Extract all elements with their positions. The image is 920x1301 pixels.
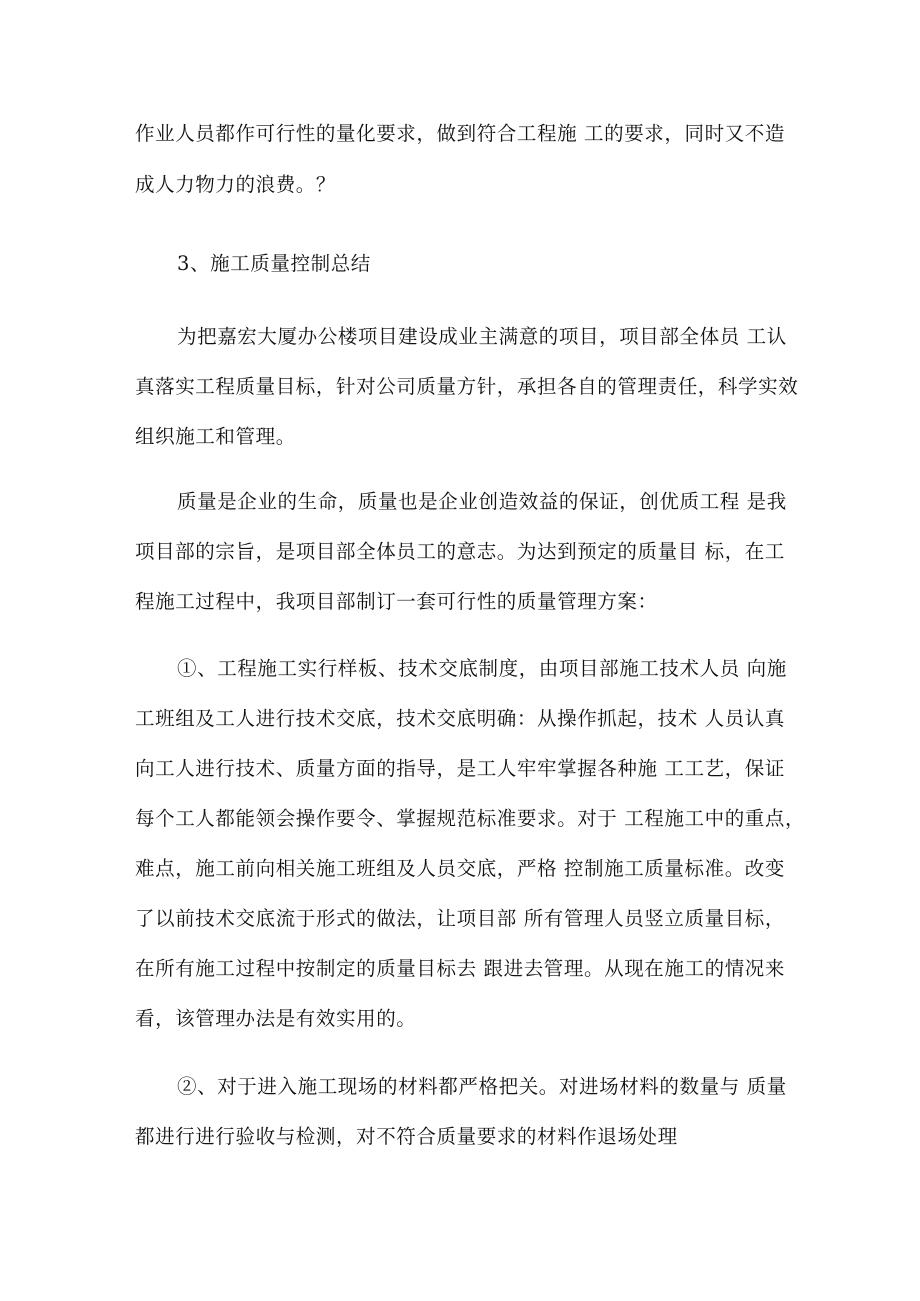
paragraph-3-line-1: 质量是企业的生命，质量也是企业创造效益的保证，创优质工程 是我 bbox=[177, 490, 787, 513]
paragraph-4-line-2: 工班组及工人进行技术交底，技术交底明确：从操作抓起，技术 人员认真 bbox=[135, 707, 785, 730]
paragraph-4-line-4: 每个工人都能领会操作要令、掌握规范标准要求。对于 工程施工中的重点， bbox=[135, 807, 806, 830]
paragraph-3-line-3: 程施工过程中，我项目部制订一套可行性的质量管理方案： bbox=[135, 590, 658, 613]
paragraph-4-line-1: ①、工程施工实行样板、技术交底制度，由项目部施工技术人员 向施 bbox=[177, 657, 787, 680]
paragraph-2-line-1: 为把嘉宏大厦办公楼项目建设成业主满意的项目，项目部全体员 工认 bbox=[177, 325, 787, 348]
paragraph-4-line-5: 难点，施工前向相关施工班组及人员交底，严格 控制施工质量标准。改变 bbox=[135, 857, 785, 880]
paragraph-3-line-2: 项目部的宗旨，是项目部全体员工的意志。为达到预定的质量目 标，在工 bbox=[135, 540, 785, 563]
paragraph-4-line-6: 了以前技术交底流于形式的做法，让项目部 所有管理人员竖立质量目标， bbox=[135, 907, 785, 930]
paragraph-2-line-2: 真落实工程质量目标，针对公司质量方针，承担各自的管理责任，科学实效 bbox=[135, 375, 799, 398]
paragraph-4-line-7: 在所有施工过程中按制定的质量目标去 跟进去管理。从现在施工的情况来 bbox=[135, 957, 785, 980]
paragraph-5-line-2: 都进行进行验收与检测，对不符合质量要求的材料作退场处理 bbox=[135, 1125, 678, 1148]
paragraph-2-line-3: 组织施工和管理。 bbox=[135, 425, 296, 448]
paragraph-4-line-8: 看，该管理办法是有效实用的。 bbox=[135, 1007, 417, 1030]
paragraph-4-line-3: 向工人进行技术、质量方面的指导，是工人牢牢掌握各种施 工工艺，保证 bbox=[135, 757, 785, 780]
section-heading: 3、施工质量控制总结 bbox=[177, 252, 371, 275]
paragraph-1-line-1: 作业人员都作可行性的量化要求，做到符合工程施 工的要求，同时又不造 bbox=[135, 122, 785, 145]
paragraph-5-line-1: ②、对于进入施工现场的材料都严格把关。对进场材料的数量与 质量 bbox=[177, 1075, 787, 1098]
paragraph-1-line-2: 成人力物力的浪费。？ bbox=[135, 173, 337, 196]
